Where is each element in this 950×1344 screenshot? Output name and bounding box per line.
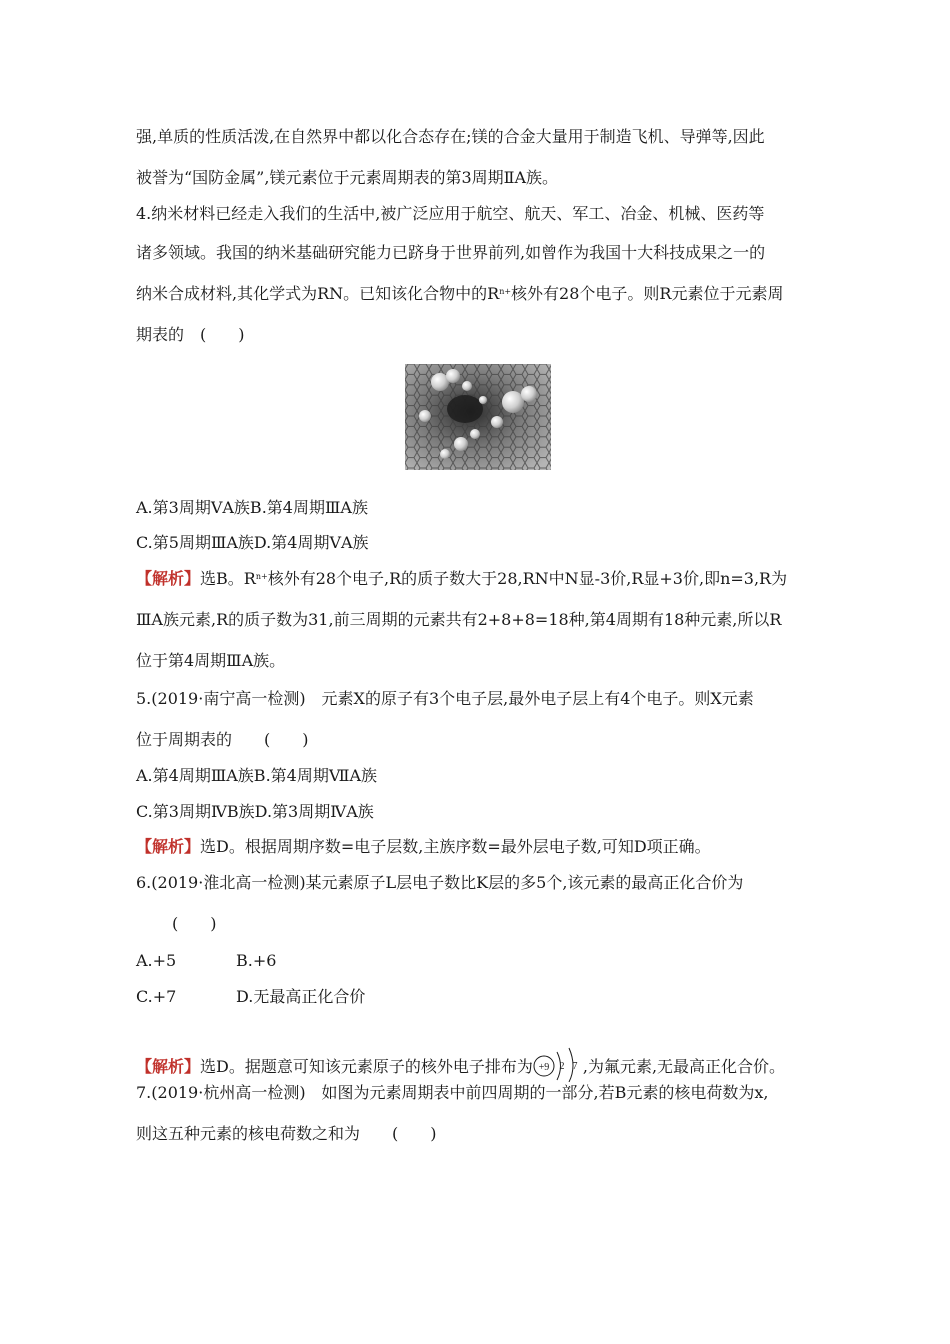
question-4-text: 4.纳米材料已经走入我们的生活中,被广泛应用于航空、航天、军工、冶金、机械、医药等 [136, 204, 765, 223]
charge-superscript: n+ [499, 287, 512, 296]
question-4-analysis: 【解析】选B。$R^{n+}$核外有28个电子,R的质子数大于28,RN中N显-3价,R显+3价,即n=3,R为 [136, 569, 788, 588]
question-6-text: ( ) [172, 914, 217, 933]
nanotube-image [405, 364, 551, 470]
question-4-text: 纳米合成材料,其化学式为RN。已知该化合物中的$R^{n+}$核外有28个电子。则R元素位于元素周 [136, 284, 784, 303]
question-6-analysis: 【解析】选D。据题意可知该元素原子的核外电子排布为 +9 2 7 ,为氟元素,无最高正化合价。 [136, 1046, 785, 1082]
question-6-option-c: C.+7 [136, 987, 177, 1006]
question-5-options: C.第3周期ⅣB族D.第3周期ⅣA族 [136, 802, 374, 821]
question-5-analysis: 【解析】选D。根据周期序数=电子层数,主族序数=最外层电子数,可知D项正确。 [136, 837, 711, 856]
analysis-tag: 【解析】 [136, 569, 201, 588]
atom-structure-diagram [533, 1046, 583, 1082]
paragraph-line: 被誉为“国防金属”,镁元素位于元素周期表的第3周期ⅡA族。 [136, 168, 559, 187]
question-4-options: C.第5周期ⅢA族D.第4周期ⅤA族 [136, 533, 369, 552]
question-7-text: 则这五种元素的核电荷数之和为 ( ) [136, 1124, 437, 1143]
question-5-text: 位于周期表的 ( ) [136, 730, 309, 749]
question-5-options: A.第4周期ⅢA族B.第4周期ⅦA族 [136, 766, 378, 785]
paragraph-line: 强,单质的性质活泼,在自然界中都以化合态存在;镁的合金大量用于制造飞机、导弹等,因此 [136, 127, 765, 146]
question-4-text: 诸多领域。我国的纳米基础研究能力已跻身于世界前列,如曾作为我国十大科技成果之一的 [136, 243, 766, 262]
question-5-text: 5.(2019·南宁高一检测) 元素X的原子有3个电子层,最外电子层上有4个电子。则X元素 [136, 689, 754, 708]
question-4-analysis: 位于第4周期ⅢA族。 [136, 651, 286, 670]
charge-superscript: n+ [255, 572, 268, 581]
analysis-tag: 【解析】 [136, 837, 201, 856]
nucleus-charge: +9 [538, 1062, 550, 1073]
analysis-tag: 【解析】 [136, 1057, 201, 1076]
shell-1-electrons: 2 [559, 1061, 565, 1072]
shell-2-electrons: 7 [572, 1061, 578, 1072]
question-6-option-d: D.无最高正化合价 [236, 987, 366, 1006]
question-4-text: 期表的 ( ) [136, 325, 245, 344]
question-4-analysis: ⅢA族元素,R的质子数为31,前三周期的元素共有2+8+8=18种,第4周期有18种元素,所以R [136, 610, 782, 629]
question-4-options: A.第3周期ⅤA族B.第4周期ⅢA族 [136, 498, 368, 517]
question-7-text: 7.(2019·杭州高一检测) 如图为元素周期表中前四周期的一部分,若B元素的核电荷数为x, [136, 1083, 769, 1102]
question-6-option-b: B.+6 [236, 951, 277, 970]
question-6-option-a: A.+5 [136, 951, 177, 970]
question-6-text: 6.(2019·淮北高一检测)某元素原子L层电子数比K层的多5个,该元素的最高正化合价为 [136, 873, 744, 892]
